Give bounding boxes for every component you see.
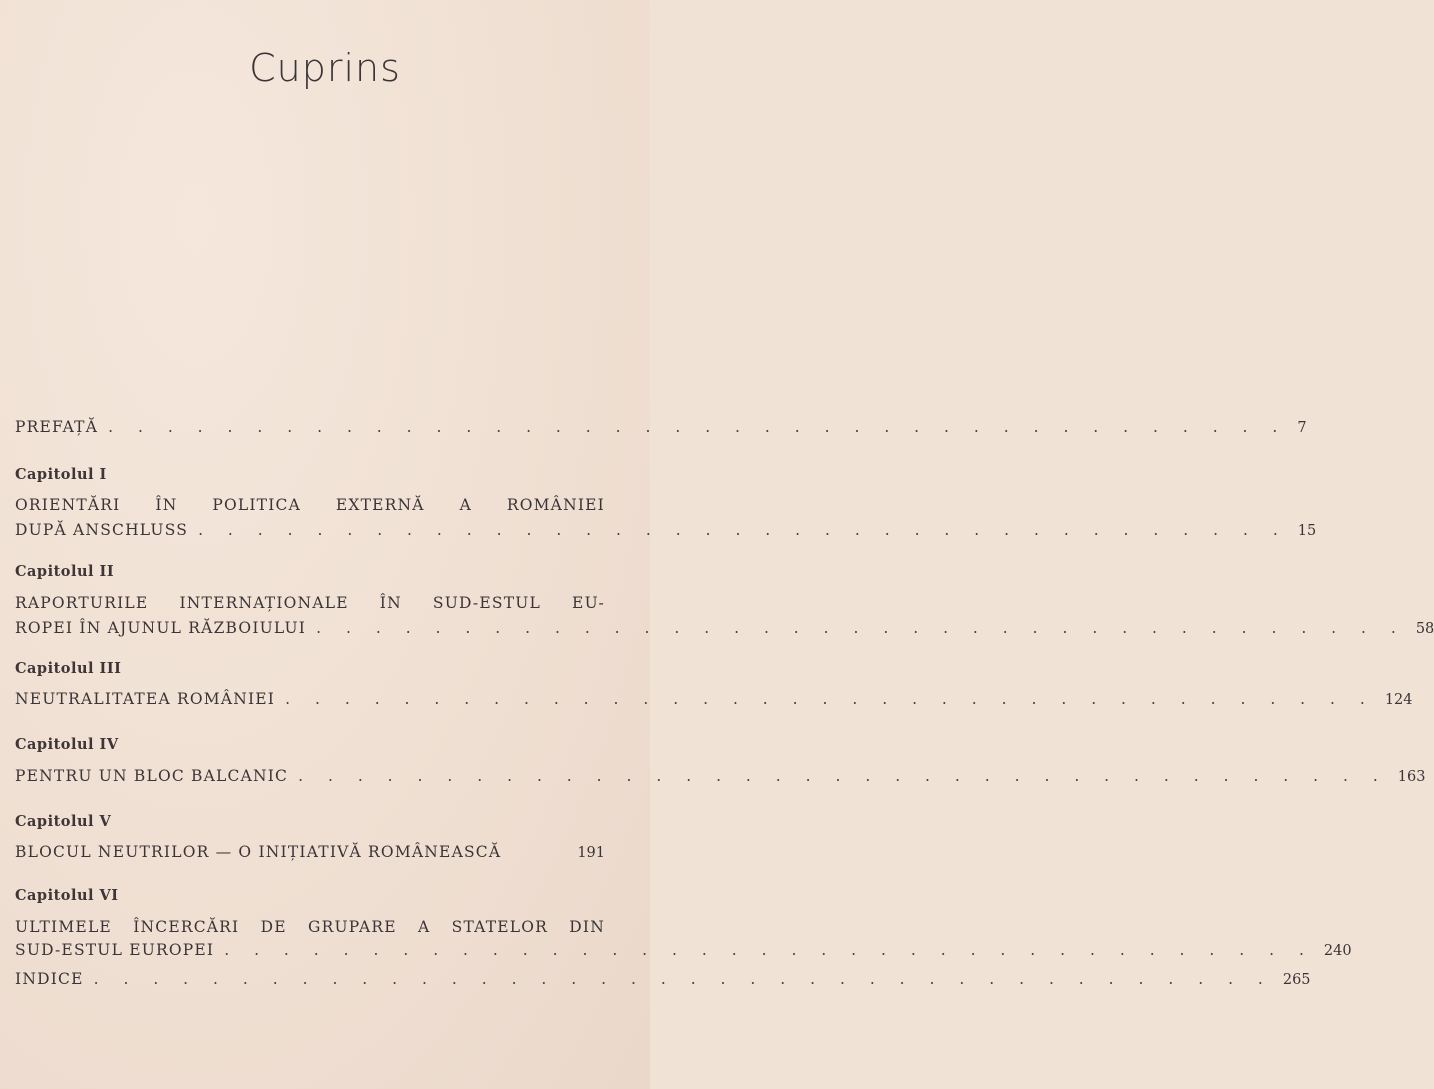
toc-entry-title: PENTRU UN BLOC BALCANIC	[15, 767, 289, 785]
dot-leader: . . . . . . . . . . . . . . . . . . . . . . . . . . . . . . . . . . . . .	[316, 619, 1406, 637]
dot-leader: . . . . . . . . . . . . . . . . . . . . . . . . . . . . . . . . . . . . .	[298, 767, 1388, 785]
toc-entry-chapter-6	[15, 918, 1352, 959]
chapter-label: Capitolul IV	[15, 736, 119, 753]
dot-leader: . . . . . . . . . . . . . . . . . . . . . . . . . . . . . . . . . . . . .	[285, 690, 1375, 708]
toc-page-number: 58	[1415, 621, 1434, 637]
toc-page-number: 15	[1297, 523, 1317, 539]
chapter-label: Capitolul VI	[15, 887, 119, 904]
toc-page-number: 124	[1384, 692, 1413, 708]
toc-entry-chapter-4	[15, 767, 1426, 785]
toc-entry-title: NEUTRALITATEA ROMÂNIEI	[15, 690, 276, 708]
toc-entry-title-line: ULTIMELE ÎNCERCĂRI DE GRUPARE A STATELOR DIN	[15, 918, 605, 936]
chapter-label: Capitolul I	[15, 466, 107, 483]
dot-leader: . . . . . . . . . . . . . . . . . . . . . . . . . . . . . . . . . . . . . . . .	[108, 418, 1288, 436]
toc-page-number: 191	[577, 845, 605, 861]
toc-entry-chapter-3	[15, 690, 1413, 708]
chapter-label: Capitolul II	[15, 563, 115, 580]
dot-leader: . . . . . . . . . . . . . . . . . . . . . . . . . . . . . . . . . . . . .	[224, 941, 1314, 959]
toc-entry-title: DUPĂ ANSCHLUSS	[15, 521, 189, 539]
toc-entry-index	[15, 970, 1311, 988]
toc-page-number: 163	[1397, 769, 1426, 785]
toc-entry-title: ROPEI ÎN AJUNUL RĂZBOIULUI	[15, 619, 307, 637]
toc-entry-title: PREFAȚĂ	[15, 418, 99, 436]
toc-entry-title-line: ORIENTĂRI ÎN POLITICA EXTERNĂ A ROMÂNIEI	[15, 496, 605, 514]
toc-page-number: 265	[1282, 972, 1311, 988]
toc-entry-title: SUD-ESTUL EUROPEI	[15, 941, 215, 959]
dot-leader: . . . . . . . . . . . . . . . . . . . . . . . . . . . . . . . . . . . . . . . .	[93, 970, 1273, 988]
toc-entry-preface	[15, 418, 1307, 436]
toc-entry-chapter-2	[15, 594, 1434, 637]
toc-entry-chapter-1	[15, 496, 1317, 539]
toc-entry-chapter-5	[15, 843, 605, 861]
page-title: Cuprins	[249, 46, 401, 90]
toc-entry-title: BLOCUL NEUTRILOR — O INIȚIATIVĂ ROMÂNEASCĂ	[15, 843, 502, 861]
toc-entry-title-line: RAPORTURILE INTERNAȚIONALE ÎN SUD-ESTUL EU-	[15, 594, 605, 612]
toc-entry-title: INDICE	[15, 970, 84, 988]
toc-page-number: 7	[1297, 420, 1307, 436]
toc-page-number: 240	[1323, 943, 1352, 959]
chapter-label: Capitolul V	[15, 813, 112, 830]
chapter-label: Capitolul III	[15, 660, 122, 677]
dot-leader: . . . . . . . . . . . . . . . . . . . . . . . . . . . . . . . . . . . . .	[198, 521, 1288, 539]
